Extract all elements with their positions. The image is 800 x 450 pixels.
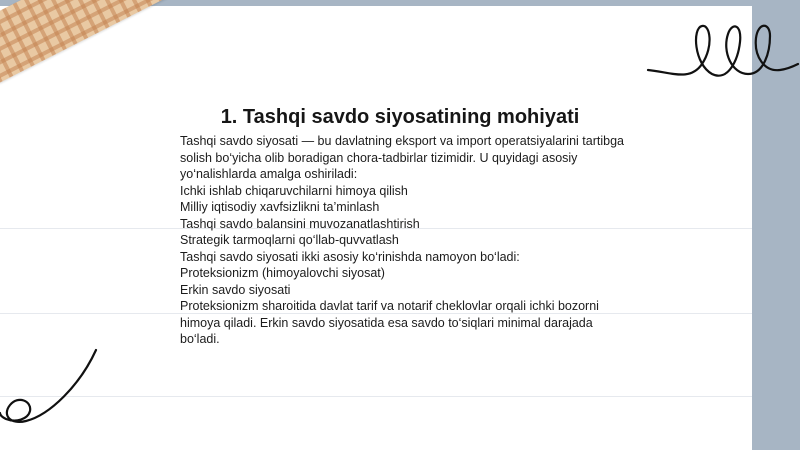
list-item: Strategik tarmoqlarni qo‘llab-quvvatlash (180, 233, 399, 247)
curl-scribble-icon (0, 345, 100, 425)
slide-title: 1. Tashqi savdo siyosatining mohiyati (220, 106, 580, 128)
paper-rule-line (0, 396, 752, 397)
slide-content (180, 105, 630, 348)
list-item: Milliy iqtisodiy xavfsizlikni ta’minlash (180, 200, 380, 214)
body-paragraph: Tashqi savdo siyosati ikki asosiy ko‘rinishda namoyon bo‘ladi: (180, 249, 520, 264)
list-item: Tashqi savdo balansini muvozanatlashtirish (180, 216, 420, 231)
body-paragraph: Tashqi savdo siyosati — bu davlatning eksport va import operatsiyalarini tartibga solish bo‘yicha olib boradigan chora-tadbirlar tizimidir. U quyidagi asosiy yo‘nalishlarda amalga oshiriladi: (180, 134, 624, 181)
loop-scribble-icon (640, 12, 800, 92)
body-paragraph: Proteksionizm sharoitida davlat tarif va notarif cheklovlar orqali ichki bozorni himoya qiladi. Erkin savdo siyosatida esa savdo to‘siqlari minimal darajada bo‘ladi. (180, 299, 599, 346)
list-item: Proteksionizm (himoyalovchi siyosat) (180, 266, 385, 280)
list-item: Ichki ishlab chiqaruvchilarni himoya qilish (180, 183, 408, 198)
list-item: Erkin savdo siyosati (180, 282, 291, 297)
